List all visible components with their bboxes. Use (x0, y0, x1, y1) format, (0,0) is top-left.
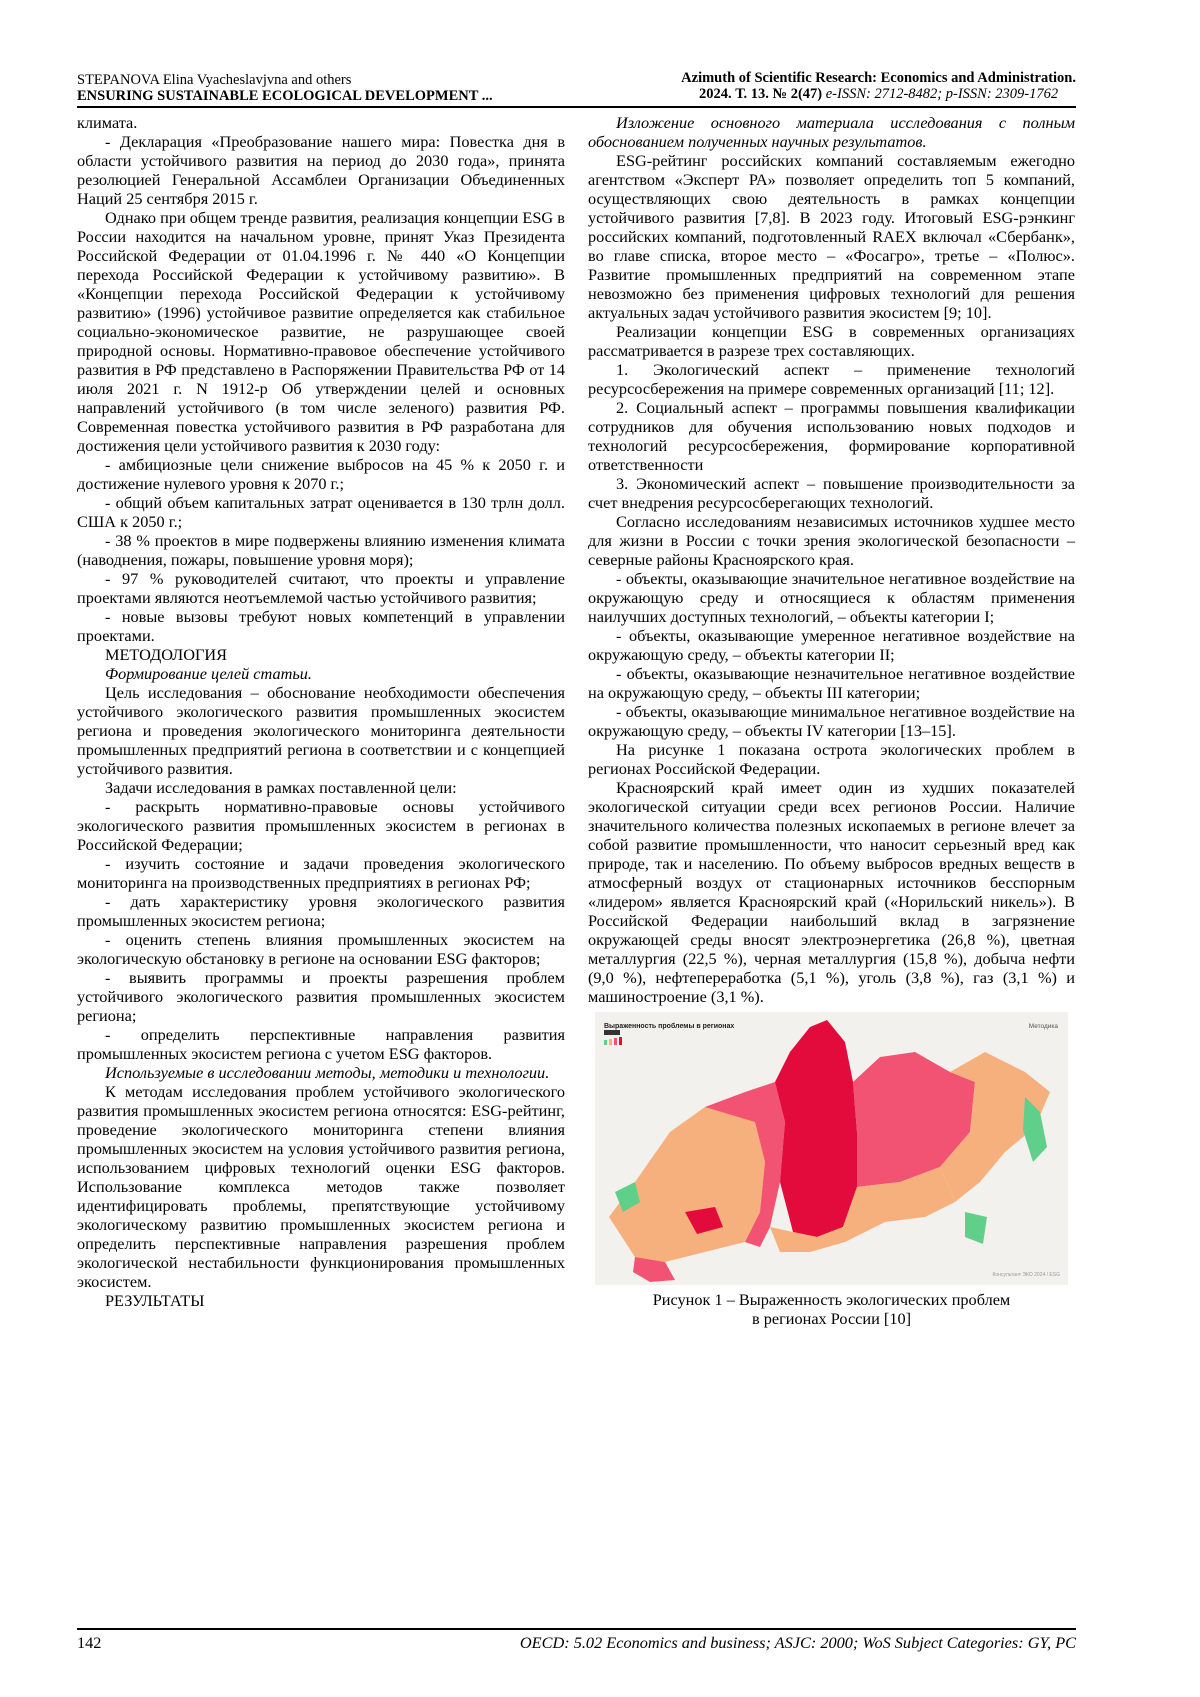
left-paragraph: - 97 % руководителей считают, что проекты и управление проектами являются неотъемлемой частью устойчивого развития; (77, 569, 565, 607)
left-paragraph: - амбициозные цели снижение выбросов на 45 % к 2050 г. и достижение нулевого уровня к 2070 г.; (77, 455, 565, 493)
figure-1 (588, 1012, 1075, 1328)
right-column (588, 113, 1075, 1328)
right-paragraph: Изложение основного материала исследования с полным обоснованием полученных научных результатов. (588, 113, 1075, 151)
left-paragraph: - общий объем капитальных затрат оценивается в 130 трлн долл. США к 2050 г.; (77, 493, 565, 531)
map-title: Выраженность проблемы в регионах (604, 1023, 735, 1030)
header-issue: 2024. Т. 13. № 2(47) (699, 86, 823, 102)
right-paragraph: 3. Экономический аспект – повышение производительности за счет внедрения ресурсосберегающих технологий. (588, 474, 1075, 512)
left-paragraph: К методам исследования проблем устойчивого экологического развития промышленных экосистем региона относятся: ESG-рейтинг, проведение экологического мониторинга степени влияния промышленных экосистем на условия устойчивого развития региона, использованием цифровых технологий оценки ESG факторов. Использование комплекса методов также позволяет идентифицировать проблемы, препятствующие устойчивому экологическому развитию промышленных экосистем региона и определить перспективные направления разрешения проблем экологической нестабильности функционирования промышленных экосистем. (77, 1082, 565, 1291)
right-paragraph: - объекты, оказывающие значительное негативное воздействие на окружающую среду и относящиеся к областям применения наилучших доступных технологий, – объекты категории I; (588, 569, 1075, 626)
right-paragraph: - объекты, оказывающие незначительное негативное воздействие на окружающую среду, – объекты III категории; (588, 664, 1075, 702)
right-paragraph: Красноярский край имеет один из худших показателей экологической ситуации среди всех регионов России. Наличие значительного количества полезных ископаемых в регионе влечет за собой развитие промышленности, что наносит серьезный вред как природе, так и населению. По объему выбросов вредных веществ в атмосферный воздух от стационарных источников бесспорным «лидером» является Красноярский край («Норильский никель»). В Российской Федерации наибольший вклад в загрязнение окружающей среды вносят электроэнергетика (26,8 %), цветная металлургия (22,5 %), черная металлургия (15,8 %), добыча нефти (9,0 %), нефтепереработка (5,1 %), уголь (3,8 %), газ (3,1 %) и машиностроение (3,1 %). (588, 778, 1075, 1006)
region-krasnoyarsk (775, 1020, 857, 1237)
left-paragraph: Однако при общем тренде развития, реализация концепции ESG в России находится на начальном уровне, принят Указ Президента Российской Федерации от 01.04.1996 г. № 440 «О Концепции перехода Российской Федерации к устойчивому развитию». В «Концепции перехода Российской Федерации к устойчивому развитию» (1996) устойчивое развитие определяется как стабильное социально-экономическое развитие, не разрушающее своей природной основы. Нормативно-правовое обеспечение устойчивого развития в РФ представлено в Распоряжении Правительства РФ от 14 июля 2021 г. N 1912-р Об утверждении целей и основных направлений устойчивого (в том числе зеленого) развития РФ. Современная повестка устойчивого развития в РФ разработана для достижения цели устойчивого развития к 2030 году: (77, 208, 565, 455)
left-paragraph: - выявить программы и проекты разрешения проблем устойчивого экологического развития промышленных экосистем региона; (77, 968, 565, 1025)
right-paragraph: ESG-рейтинг российских компаний составляемым ежегодно агентством «Эксперт РА» позволяет определить топ 5 компаний, осуществляющих свою деятельность в рамках концепции устойчивого развития [7,8]. В 2023 году. Итоговый ESG-рэнкинг российских компаний, подготовленный RAEX включал «Сбербанк», во главе списка, второе место – «Фосагро», третье – «Полюс». Развитие промышленных предприятий на современном этапе невозможно без применения цифровых технологий для решения актуальных задач устойчивого развития экосистем [9; 10]. (588, 151, 1075, 322)
right-paragraph: 2. Социальный аспект – программы повышения квалификации сотрудников для обучения использованию новых подходов и технологий ресурсосбережения, формирование корпоративной ответственности (588, 398, 1075, 474)
left-paragraph: Используемые в исследовании методы, методики и технологии. (105, 1063, 550, 1082)
right-paragraph: Согласно исследованиям независимых источников худшее место для жизни в России с точки зрения экологической безопасности – северные районы Красноярского края. (588, 512, 1075, 569)
left-paragraph: - раскрыть нормативно-правовые основы устойчивого экологического развития промышленных экосистем в регионах в Российской Федерации; (77, 797, 565, 854)
left-paragraph: климата. (77, 113, 138, 132)
left-paragraph: Цель исследования – обоснование необходимости обеспечения устойчивого экологического развития промышленных экосистем региона и проведения экологического мониторинга деятельности промышленных предприятий региона в соответствии и с концепцией устойчивого развития. (77, 683, 565, 778)
region-primorye (965, 1212, 987, 1244)
left-paragraph: - 38 % проектов в мире подвержены влиянию изменения климата (наводнения, пожары, повышение уровня моря); (77, 531, 565, 569)
left-column (77, 113, 565, 1310)
header-rule (77, 106, 1076, 108)
left-paragraph: - определить перспективные направления развития промышленных экосистем региона с учетом ESG факторов. (77, 1025, 565, 1063)
left-paragraph: - Декларация «Преобразование нашего мира: Повестка дня в области устойчивого развития на период до 2030 года», принята резолюцией Генеральной Ассамблеи Организации Объединенных Наций 25 сентября 2015 г. (77, 132, 565, 208)
right-paragraph: На рисунке 1 показана острота экологических проблем в регионах Российской Федерации. (588, 740, 1075, 778)
header-issn: e-ISSN: 2712-8482; p-ISSN: 2309-1762 (825, 86, 1059, 102)
right-paragraph: - объекты, оказывающие минимальное негативное воздействие на окружающую среду, – объекты IV категории [13–15]. (588, 702, 1075, 740)
header-journal: Azimuth of Scientific Research: Economics and Administration. (681, 70, 1076, 86)
header-authors: STEPANOVA Elina Vyacheslavjvna and others (77, 72, 352, 88)
running-header-left (77, 72, 493, 104)
map-credit: Консультант ЭКО 2024 / ESG (992, 1272, 1060, 1278)
left-paragraph: - новые вызовы требуют новых компетенций в управлении проектами. (77, 607, 565, 645)
running-header-right (681, 70, 1076, 102)
left-paragraph: - оценить степень влияния промышленных экосистем на экологическую обстановку в регионе на основании ESG факторов; (77, 930, 565, 968)
figure-caption-line1: Рисунок 1 – Выраженность экологических проблем (652, 1290, 1011, 1309)
map-source: Методика (1028, 1023, 1058, 1030)
left-paragraph: - изучить состояние и задачи проведения экологического мониторинга на производственных предприятиях в регионах РФ; (77, 854, 565, 892)
right-paragraph: Реализации концепции ESG в современных организациях рассматривается в разрезе трех составляющих. (588, 322, 1075, 360)
footer-rule (77, 1628, 1076, 1630)
left-paragraph: Формирование целей статьи. (105, 664, 312, 683)
figure-caption (588, 1290, 1075, 1328)
left-paragraph: МЕТОДОЛОГИЯ (105, 645, 227, 664)
header-title: ENSURING SUSTAINABLE ECOLOGICAL DEVELOPMENT ... (77, 88, 493, 104)
left-paragraph: РЕЗУЛЬТАТЫ (105, 1291, 205, 1310)
right-paragraph: - объекты, оказывающие умеренное негативное воздействие на окружающую среду, – объекты категории II; (588, 626, 1075, 664)
footer-classification: OECD: 5.02 Economics and business; ASJC: 2000; WoS Subject Categories: GY, PC (519, 1633, 1076, 1652)
page-number: 142 (77, 1633, 102, 1652)
left-paragraph: Задачи исследования в рамках поставленной цели: (105, 778, 457, 797)
left-paragraph: - дать характеристику уровня экологического развития промышленных экосистем региона; (77, 892, 565, 930)
russia-regions-map (595, 1012, 1068, 1285)
map-legend (604, 1030, 622, 1045)
figure-caption-line2: в регионах России [10] (751, 1309, 912, 1328)
right-paragraph: 1. Экологический аспект – применение технологий ресурсосбережения на примере современных организаций [11; 12]. (588, 360, 1075, 398)
